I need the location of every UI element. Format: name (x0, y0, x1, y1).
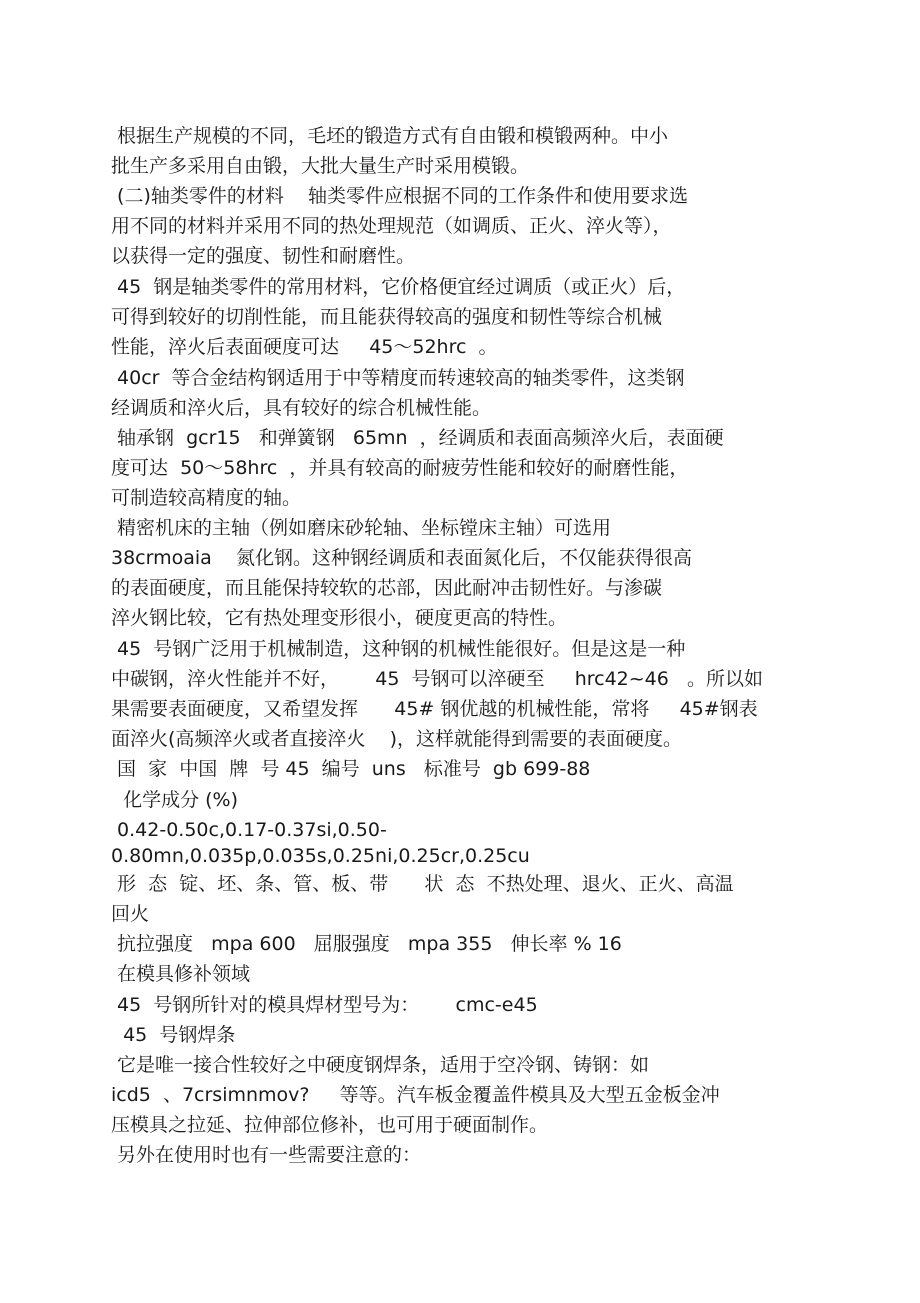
text-line: 38crmoaia 氮化钢。这种钢经调质和表面氮化后，不仅能获得很高 (111, 547, 692, 569)
text-line: 0.80mn,0.035p,0.035s,0.25ni,0.25cr,0.25cu (111, 845, 530, 867)
text-line: 45 号钢所针对的模具焊材型号为： cmc-e45 (111, 994, 538, 1016)
text-line: 经调质和淬火后，具有较好的综合机械性能。 (111, 397, 492, 419)
text-line: 国 家 中国 牌 号 45 编号 uns 标准号 gb 699-88 (111, 758, 591, 780)
text-line: 在模具修补领域 (111, 963, 251, 985)
text-line: icd5 、7crsimnmov? 等等。汽车板金覆盖件模具及大型五金板金冲 (111, 1084, 720, 1106)
text-line: 另外在使用时也有一些需要注意的： (111, 1144, 422, 1166)
text-line: 0.42-0.50c,0.17-0.37si,0.50- (111, 819, 387, 841)
text-line: 40cr 等合金结构钢适用于中等精度而转速较高的轴类零件，这类钢 (111, 367, 685, 389)
text-line: 45 号钢焊条 (111, 1024, 236, 1046)
text-line: 可制造较高精度的轴。 (111, 487, 302, 509)
text-line: 批生产多采用自由锻，大批大量生产时采用模锻。 (111, 155, 530, 177)
text-line: 度可达 50～58hrc ，并具有较高的耐疲劳性能和较好的耐磨性能， (111, 457, 689, 479)
text-line: 抗拉强度 mpa 600 屈服强度 mpa 355 伸长率 % 16 (111, 933, 622, 955)
text-line: 性能，淬火后表面硬度可达 45～52hrc 。 (111, 336, 498, 358)
text-line: 可得到较好的切削性能，而且能获得较高的强度和韧性等综合机械 (111, 306, 663, 328)
text-line: 回火 (111, 903, 150, 925)
text-line: 淬火钢比较，它有热处理变形很小，硬度更高的特性。 (111, 607, 568, 629)
text-line: 果需要表面硬度，又希望发挥 45# 钢优越的机械性能，常将 45#钢表 (111, 698, 758, 720)
text-line: 它是唯一接合性较好之中硬度钢焊条，适用于空冷钢、铸钢：如 (111, 1054, 650, 1076)
text-line: 45 钢是轴类零件的常用材料，它价格便宜经过调质（或正火）后， (111, 276, 686, 298)
text-line: 中碳钢，淬火性能并不好， 45 号钢可以淬硬至 hrc42~46 。所以如 (111, 668, 763, 690)
text-line: 面淬火(高频淬火或者直接淬火 )，这样就能得到需要的表面硬度。 (111, 728, 682, 750)
text-line: 用不同的材料并采用不同的热处理规范（如调质、正火、淬火等）， (111, 215, 672, 237)
text-line: 化学成分 (%) (111, 789, 238, 811)
text-line: 压模具之拉延、拉伸部位修补，也可用于硬面制作。 (111, 1114, 549, 1136)
text-line: 形 态 锭、坯、条、管、板、带 状 态 不热处理、退火、正火、高温 (111, 873, 734, 895)
text-line: (二)轴类零件的材料 轴类零件应根据不同的工作条件和使用要求选 (111, 185, 689, 207)
text-line: 45 号钢广泛用于机械制造，这种钢的机械性能很好。但是这是一种 (111, 638, 686, 660)
text-line: 以获得一定的强度、韧性和耐磨性。 (111, 245, 416, 267)
text-line: 轴承钢 gcr15 和弹簧钢 65mn ，经调质和表面高频淬火后，表面硬 (111, 427, 724, 449)
text-line: 精密机床的主轴（例如磨床砂轮轴、坐标镗床主轴）可选用 (111, 517, 612, 539)
text-line: 的表面硬度，而且能保持较软的芯部，因此耐冲击韧性好。与渗碳 (111, 577, 663, 599)
text-line: 根据生产规模的不同，毛坯的锻造方式有自由锻和模锻两种。中小 (111, 125, 669, 147)
